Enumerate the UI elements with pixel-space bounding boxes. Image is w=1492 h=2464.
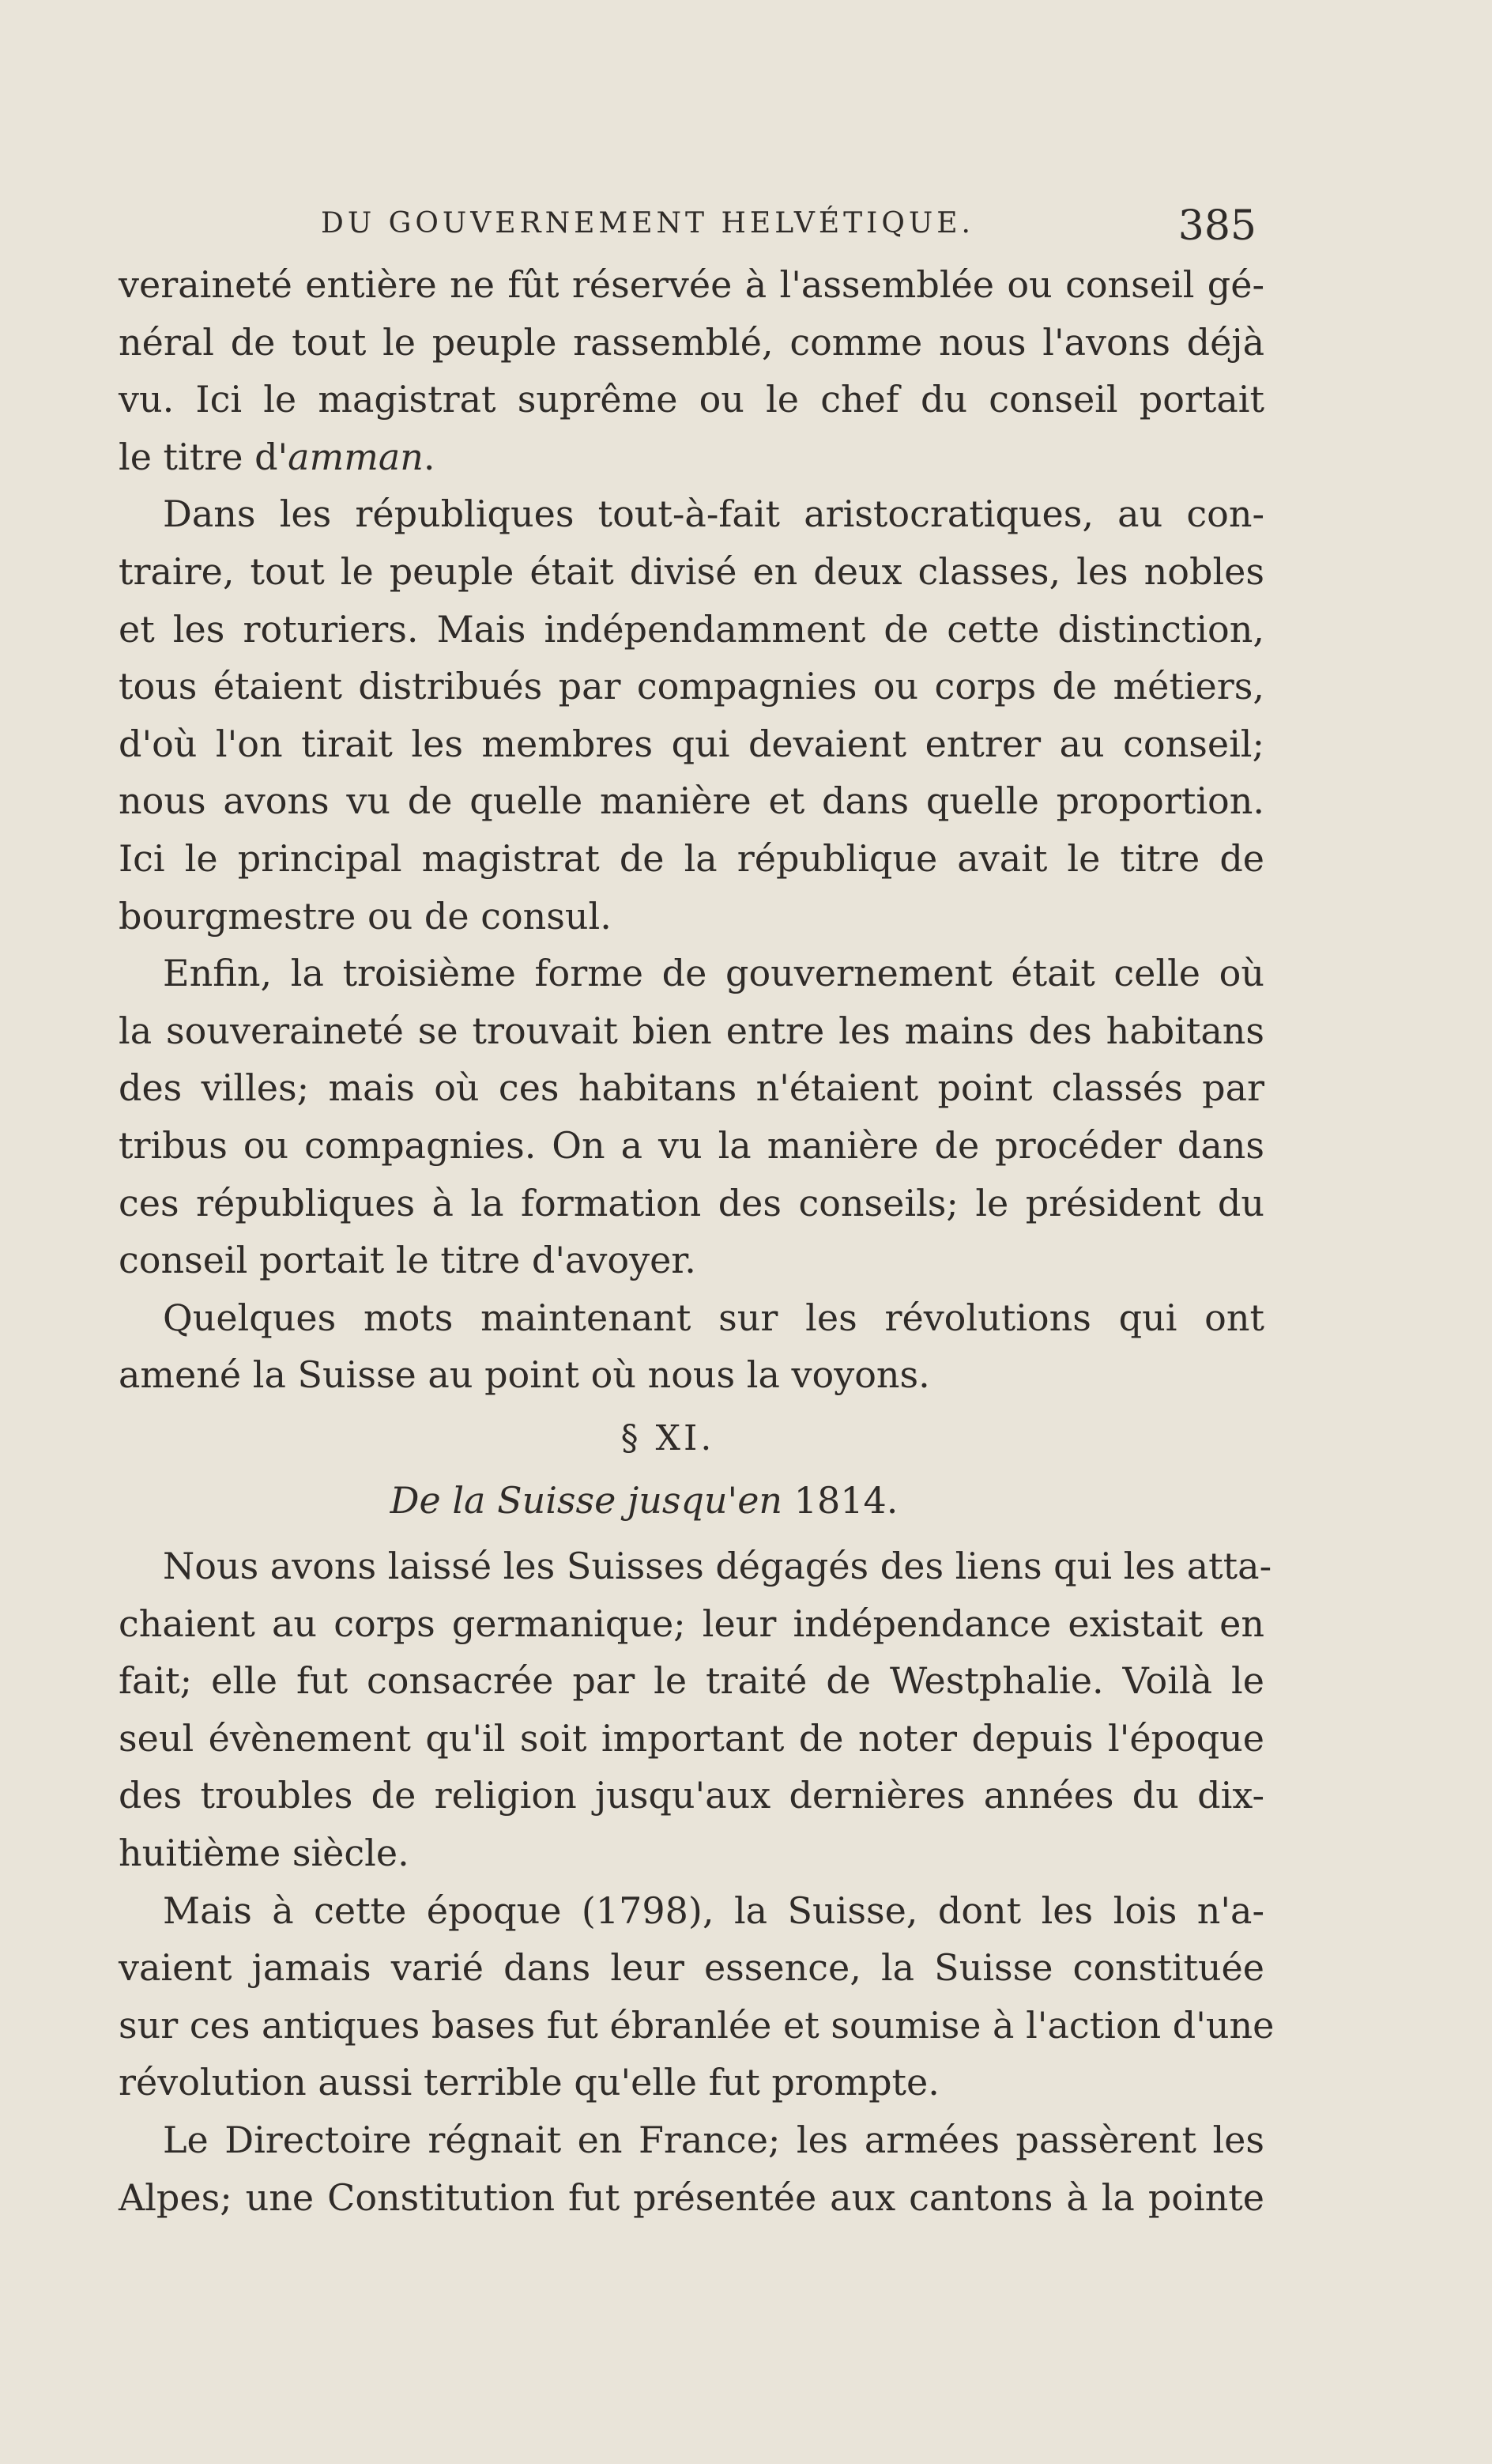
text-line: Quelques mots maintenant sur les révolutions qui ont — [163, 1296, 1264, 1339]
text-fragment: . — [423, 435, 435, 478]
section-subtitle-text: De la Suisse jusqu'en — [390, 1479, 783, 1523]
running-title: DU GOUVERNEMENT HELVÉTIQUE. — [321, 207, 974, 240]
page-number: 385 — [1177, 202, 1257, 250]
text-line: néral de tout le peuple rassemblé, comme nous l'avons déjà — [119, 320, 1264, 364]
paragraph — [119, 945, 1264, 1289]
text-line: nous avons vu de quelle manière et dans quelle proportion. — [119, 779, 1264, 823]
page-body — [119, 256, 1275, 2226]
page-header — [119, 202, 1264, 250]
text-line: des villes; mais où ces habitans n'étaient point classés par — [119, 1066, 1264, 1110]
text-line: seul évènement qu'il soit important de noter depuis l'époque — [119, 1716, 1264, 1760]
section-heading: § XI. — [620, 1417, 715, 1458]
text-line: vaient jamais varié dans leur essence, la Suisse constituée — [119, 1946, 1264, 1990]
text-fragment: le titre d' — [119, 435, 288, 478]
text-line: révolution aussi terrible qu'elle fut prompte. — [119, 2061, 940, 2104]
text-line: la souveraineté se trouvait bien entre les mains des habitans — [119, 1009, 1264, 1052]
text-line: Dans les républiques tout-à-fait aristocratiques, au con- — [163, 492, 1264, 536]
text-line: Enfin, la troisième forme de gouvernement était celle où — [163, 952, 1264, 995]
italic-term: amman — [288, 435, 424, 478]
text-line: tous étaient distribués par compagnies ou corps de métiers, — [119, 665, 1264, 708]
section-subtitle-year: 1814. — [793, 1479, 899, 1523]
text-line: Ici le principal magistrat de la république avait le titre de — [119, 836, 1264, 880]
paragraph — [119, 485, 1264, 945]
paragraph — [119, 256, 1264, 485]
text-line: tribus ou compagnies. On a vu la manière de procéder dans — [119, 1123, 1264, 1167]
section-subtitle — [119, 1472, 1264, 1530]
text-line: Alpes; une Constitution fut présentée aux cantons à la pointe — [119, 2175, 1264, 2219]
text-line: sur ces antiques bases fut ébranlée et soumise à l'action d'une — [119, 2003, 1275, 2047]
text-line: des troubles de religion jusqu'aux dernières années du dix- — [119, 1774, 1264, 1817]
paragraph — [119, 1882, 1275, 2111]
text-line: chaient au corps germanique; leur indépendance existait en — [119, 1602, 1264, 1645]
text-line: vu. Ici le magistrat suprême ou le chef du conseil portait — [119, 378, 1264, 421]
text-line: Nous avons laissé les Suisses dégagés des liens qui les atta- — [163, 1545, 1272, 1588]
text-line: Le Directoire régnait en France; les armées passèrent les — [163, 2119, 1264, 2161]
text-line: amené la Suisse au point où nous la voyons. — [119, 1353, 930, 1397]
text-line: huitième siècle. — [119, 1832, 409, 1875]
text-line: ces républiques à la formation des conseils; le président du — [119, 1181, 1264, 1224]
text-line: traire, tout le peuple était divisé en deux classes, les nobles — [119, 549, 1264, 593]
text-line: et les roturiers. Mais indépendamment de cette distinction, — [119, 607, 1264, 651]
text-line — [119, 428, 1264, 486]
paragraph — [119, 1289, 1264, 1404]
text-line: conseil portait le titre d'avoyer. — [119, 1239, 696, 1282]
text-line: veraineté entière ne fût réservée à l'assemblée ou conseil gé- — [119, 263, 1264, 306]
paragraph — [119, 1538, 1272, 1882]
text-line: Mais à cette époque (1798), la Suisse, dont les lois n'a- — [163, 1889, 1264, 1932]
text-line: d'où l'on tirait les membres qui devaient entrer au conseil; — [119, 722, 1264, 765]
paragraph — [119, 2111, 1264, 2226]
text-line: bourgmestre ou de consul. — [119, 894, 612, 938]
text-line: fait; elle fut consacrée par le traité de Westphalie. Voilà le — [119, 1659, 1264, 1703]
